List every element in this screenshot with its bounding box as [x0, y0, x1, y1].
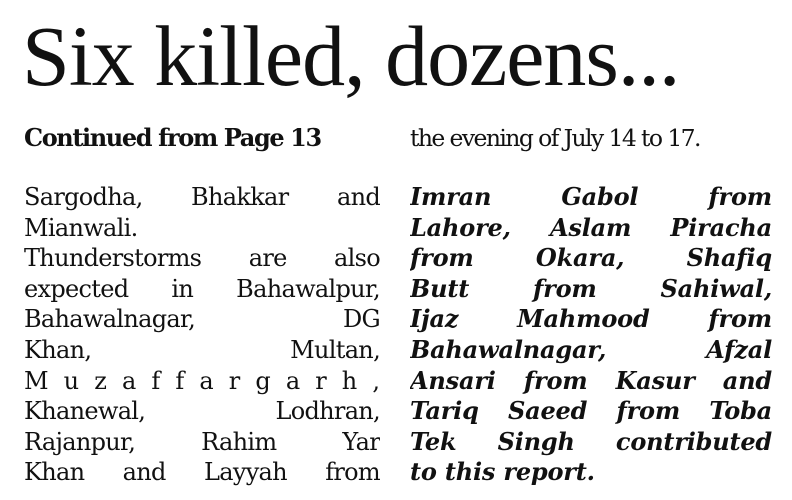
credit-line: Bahawalnagar, Afzal	[410, 334, 772, 364]
contributors-credit	[410, 182, 772, 488]
credit-line: Butt from Sahiwal,	[410, 273, 772, 303]
credit-line: Lahore, Aslam Piracha	[410, 212, 772, 242]
continued-text: the evening of July 14 to 17.	[410, 124, 700, 152]
text-line: Khanewal, Lodhran,	[24, 397, 380, 426]
credit-line: Imran Gabol from	[410, 182, 772, 211]
credit-line: Tek Singh contributed	[410, 426, 772, 456]
credit-line: to this report.	[410, 457, 595, 487]
right-column	[410, 122, 772, 488]
credit-line: Ansari from Kasur and	[410, 365, 772, 395]
headline: Six killed, dozens...	[22, 8, 680, 104]
text-line: Rajanpur, Rahim Yar	[24, 427, 380, 456]
text-line: Khan, Multan,	[24, 335, 380, 364]
text-line: expected in Bahawalpur,	[24, 274, 380, 303]
continued-label: Continued from Page 13	[24, 123, 321, 152]
spaced-text-line: M u z a f f a r g a r h ,	[24, 366, 380, 395]
credit-line: Tariq Saeed from Toba	[410, 396, 772, 426]
left-column-body	[24, 182, 380, 488]
left-column	[24, 122, 380, 488]
credit-line: from Okara, Shafiq	[410, 243, 772, 273]
text-line: Sargodha, Bhakkar and	[24, 183, 380, 211]
credit-line: Ijaz Mahmood from	[410, 304, 772, 334]
text-line: Thunderstorms are also	[24, 244, 380, 273]
text-line: Mianwali.	[24, 213, 138, 242]
text-line: Bahawalnagar, DG	[24, 305, 380, 334]
text-line: Khan and Layyah from	[24, 458, 380, 487]
